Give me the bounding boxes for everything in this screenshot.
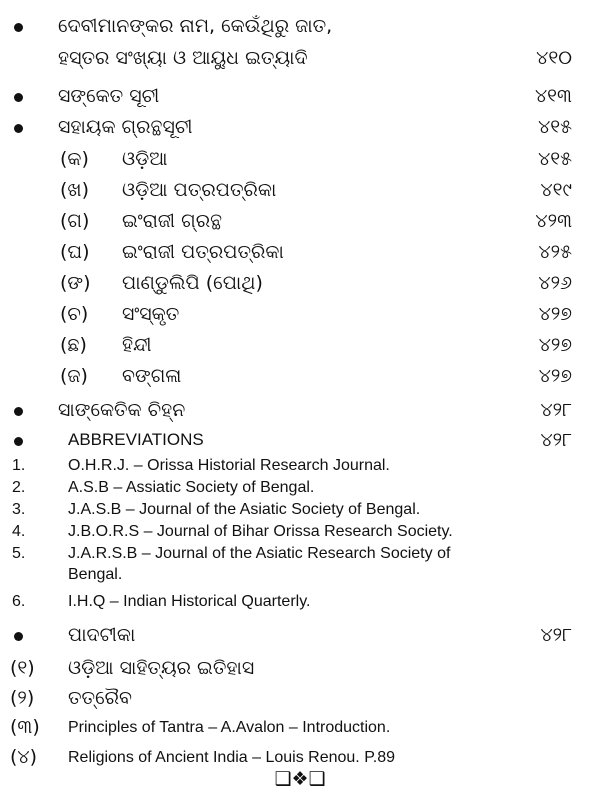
page-number: ୪୨୮ [540, 399, 572, 421]
page-number: ୪୧୫ [538, 116, 572, 138]
abbreviation-text: A.S.B – Assiatic Society of Bengal. [68, 479, 315, 496]
abbreviation-item [0, 454, 600, 478]
toc-entry-title: ପାଦଟୀକା [68, 624, 136, 646]
footnote-number: (୩) [10, 716, 40, 738]
toc-entry-bibliography [0, 113, 600, 143]
sub-entry-bengali [0, 362, 600, 392]
sub-entry-title: ଇଂରାଜୀ ପତ୍ରପତ୍ରିକା [122, 241, 284, 263]
sub-entry-title: ପାଣ୍ଡୁଲିପି (ପୋଥି) [122, 272, 263, 294]
sub-entry-label: (ଖ) [60, 179, 90, 201]
sub-entry-manuscripts [0, 269, 600, 299]
abbreviation-item [0, 498, 600, 522]
toc-entry-title-line-1: ଦେବୀମାନଙ୍କର ନାମ, କେଉଁଥିରୁ ଜାତ, [58, 15, 333, 37]
page-number: ୪୨୭ [538, 365, 572, 387]
page-number: ୪୨୩ [535, 210, 572, 232]
footnote-text: Religions of Ancient India – Louis Renou. P.89 [68, 749, 396, 766]
page-number: ୪୧୫ [538, 148, 572, 170]
toc-entry-abbreviations [0, 426, 600, 456]
abbreviations-heading: ABBREVIATIONS [68, 430, 204, 449]
abbreviation-number: 2. [12, 479, 26, 496]
page-number: ୪୨୮ [540, 429, 572, 451]
footnote-text: ଓଡ଼ିଆ ସାହିତ୍ୟର ଇତିହାସ [68, 657, 255, 679]
page-number: ୪୨୭ [538, 334, 572, 356]
sub-entry-label: (ଛ) [60, 334, 87, 356]
abbreviation-number: 3. [12, 501, 26, 518]
sub-entry-label: (ଙ) [60, 272, 91, 294]
sub-entry-english-books [0, 207, 600, 237]
abbreviation-text-line-2: Bengal. [68, 566, 123, 583]
page-number: ୪୧୦ [536, 47, 572, 69]
sub-entry-title: ସଂସ୍କୃତ [122, 303, 180, 325]
sub-entry-odia-periodicals [0, 176, 600, 206]
toc-entry-symbols [0, 396, 600, 426]
end-ornament: ❑❖❑ [274, 768, 326, 790]
toc-entry-symbol-list [0, 82, 600, 112]
bullet-icon [14, 632, 23, 641]
footnote-text: ତତ୍ରୈବ [68, 687, 132, 709]
sub-entry-english-periodicals [0, 238, 600, 268]
abbreviation-item [0, 520, 600, 544]
bullet-icon [14, 23, 23, 32]
page-number: ୪୨୫ [538, 241, 572, 263]
bullet-icon [14, 437, 23, 446]
bullet-icon [14, 124, 23, 133]
sub-entry-label: (ଚ) [60, 303, 89, 325]
abbreviation-text-line-1: J.A.R.S.B – Journal of the Asiatic Research Society of [68, 545, 451, 562]
page-number: ୪୨୮ [540, 624, 572, 646]
footnote-number: (୪) [10, 746, 38, 768]
abbreviation-text: J.B.O.R.S – Journal of Bihar Orissa Research Society. [68, 523, 453, 540]
abbreviation-item-continuation [0, 563, 600, 587]
sub-entry-label: (କ) [60, 148, 89, 170]
sub-entry-label: (ଘ) [60, 241, 90, 263]
page-number: ୪୧୩ [534, 85, 572, 107]
footnote-item [0, 654, 600, 684]
toc-entry-title-line-2: ହସ୍ତର ସଂଖ୍ୟା ଓ ଆୟୁଧ ଇତ୍ୟାଦି [58, 47, 308, 69]
abbreviation-number: 1. [12, 457, 26, 474]
sub-entry-title: ହିନ୍ଦୀ [122, 334, 152, 356]
footnote-number: (୨) [10, 687, 35, 709]
toc-entry-footnotes [0, 621, 600, 651]
toc-entry-title: ସହାୟକ ଗ୍ରନ୍ଥସୂଚୀ [58, 116, 193, 138]
footnote-text: Principles of Tantra – A.Avalon – Introduction. [68, 719, 391, 736]
toc-entry-title: ସଙ୍କେତ ସୂଚୀ [58, 85, 160, 107]
toc-entry-goddess-names-continuation [0, 44, 600, 74]
page-number: ୪୧୯ [540, 179, 572, 201]
sub-entry-label: (ଗ) [60, 210, 90, 232]
sub-entry-title: ଓଡ଼ିଆ ପତ୍ରପତ୍ରିକା [122, 179, 277, 201]
sub-entry-sanskrit [0, 300, 600, 330]
abbreviation-text: O.H.R.J. – Orissa Historial Research Journal. [68, 457, 390, 474]
bullet-icon [14, 407, 23, 416]
sub-entry-title: ଓଡ଼ିଆ [122, 148, 168, 170]
footnote-number: (୧) [10, 657, 35, 679]
abbreviation-item [0, 590, 600, 614]
sub-entry-hindi [0, 331, 600, 361]
page-number: ୪୨୭ [538, 303, 572, 325]
footnote-item [0, 713, 600, 743]
abbreviation-text: J.A.S.B – Journal of the Asiatic Society of Bengal. [68, 501, 421, 518]
toc-entry-title: ସାଙ୍କେତିକ ଚିହ୍ନ [58, 399, 186, 421]
bullet-icon [14, 93, 23, 102]
abbreviation-item [0, 476, 600, 500]
sub-entry-title: ଇଂରାଜୀ ଗ୍ରନ୍ଥ [122, 210, 223, 232]
sub-entry-label: (ଜ) [60, 365, 88, 387]
abbreviation-number: 6. [12, 593, 26, 610]
sub-entry-odia [0, 145, 600, 175]
toc-entry-goddess-names [0, 12, 600, 42]
page-number: ୪୨୬ [538, 272, 572, 294]
abbreviation-number: 5. [12, 545, 26, 562]
abbreviation-text: I.H.Q – Indian Historical Quarterly. [68, 593, 311, 610]
sub-entry-title: ବଙ୍ଗଳା [122, 365, 182, 387]
abbreviation-number: 4. [12, 523, 26, 540]
footnote-item [0, 684, 600, 714]
